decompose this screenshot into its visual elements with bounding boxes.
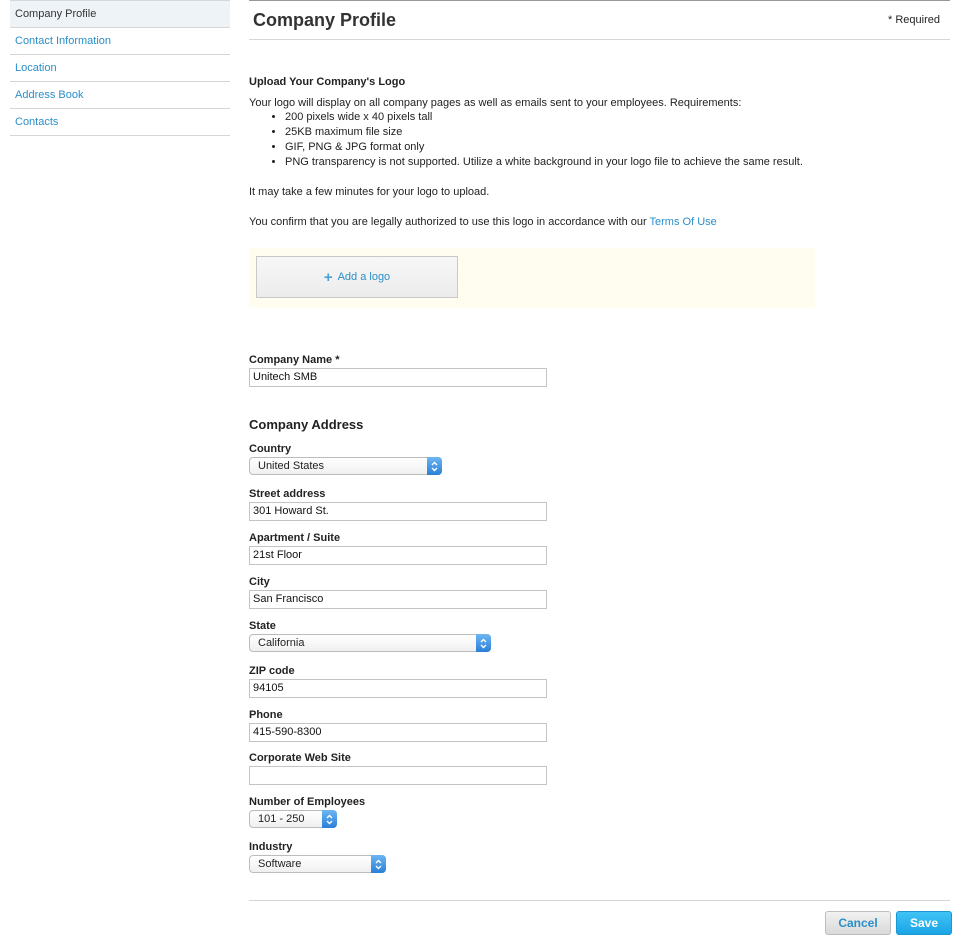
city-input[interactable]: San Francisco — [249, 590, 547, 609]
sidebar-item-company-profile[interactable]: Company Profile — [10, 0, 230, 28]
street-address-input[interactable]: 301 Howard St. — [249, 502, 547, 521]
state-value: California — [258, 637, 305, 649]
footer-divider — [249, 900, 950, 901]
sidebar-nav — [10, 0, 230, 136]
industry-label: Industry — [249, 841, 293, 853]
zip-code-label: ZIP code — [249, 665, 295, 677]
cancel-button[interactable]: Cancel — [825, 911, 891, 935]
company-name-input[interactable]: Unitech SMB — [249, 368, 547, 387]
industry-select[interactable] — [249, 855, 386, 873]
website-label: Corporate Web Site — [249, 752, 351, 764]
phone-input[interactable]: 415-590-8300 — [249, 723, 547, 742]
apartment-label: Apartment / Suite — [249, 532, 341, 544]
state-select[interactable] — [249, 634, 491, 652]
sidebar-item-contacts[interactable]: Contacts — [10, 109, 230, 136]
company-name-label: Company Name * — [249, 354, 340, 366]
chevron-updown-icon — [371, 855, 386, 873]
confirm-text-body: You confirm that you are legally authorized to use this logo in accordance with our — [249, 216, 647, 228]
country-label: Country — [249, 443, 292, 455]
add-logo-button[interactable] — [256, 256, 458, 298]
list-item: • GIF, PNG & JPG format only — [285, 140, 803, 155]
employees-value: 101 - 250 — [258, 813, 305, 825]
logo-intro-text: Your logo will display on all company pages as well as emails sent to your employees. Requirements: — [249, 97, 742, 109]
sidebar-item-address-book[interactable]: Address Book — [10, 82, 230, 109]
logo-upload-area — [249, 248, 815, 308]
list-item: • 25KB maximum file size — [285, 125, 803, 140]
page-title: Company Profile — [253, 10, 397, 30]
website-input[interactable] — [249, 766, 547, 785]
save-button[interactable]: Save — [896, 911, 952, 935]
country-select[interactable] — [249, 457, 442, 475]
upload-note: It may take a few minutes for your logo to upload. — [249, 186, 490, 198]
confirm-text — [249, 215, 717, 230]
logo-section-heading: Upload Your Company's Logo — [249, 76, 406, 88]
state-label: State — [249, 620, 276, 632]
add-logo-label: Add a logo — [337, 271, 391, 283]
street-address-label: Street address — [249, 488, 326, 500]
chevron-updown-icon — [476, 634, 491, 652]
industry-value: Software — [258, 858, 302, 870]
list-item: • 200 pixels wide x 40 pixels tall — [285, 110, 803, 125]
terms-of-use-link[interactable]: Terms Of Use — [649, 216, 717, 228]
employees-select[interactable] — [249, 810, 337, 828]
page-header — [249, 1, 950, 40]
plus-icon: + — [323, 268, 333, 286]
sidebar-item-contact-information[interactable]: Contact Information — [10, 28, 230, 55]
city-label: City — [249, 576, 270, 588]
required-note: * Required — [888, 14, 940, 26]
requirements-list — [249, 110, 803, 170]
chevron-updown-icon — [427, 457, 442, 475]
country-value: United States — [258, 460, 325, 472]
company-address-heading: Company Address — [249, 417, 364, 432]
chevron-updown-icon — [322, 810, 337, 828]
employees-label: Number of Employees — [249, 796, 366, 808]
phone-label: Phone — [249, 709, 283, 721]
zip-code-input[interactable]: 94105 — [249, 679, 547, 698]
apartment-input[interactable]: 21st Floor — [249, 546, 547, 565]
sidebar-item-location[interactable]: Location — [10, 55, 230, 82]
list-item: • PNG transparency is not supported. Utilize a white background in your logo file to achieve the same result. — [285, 155, 803, 170]
